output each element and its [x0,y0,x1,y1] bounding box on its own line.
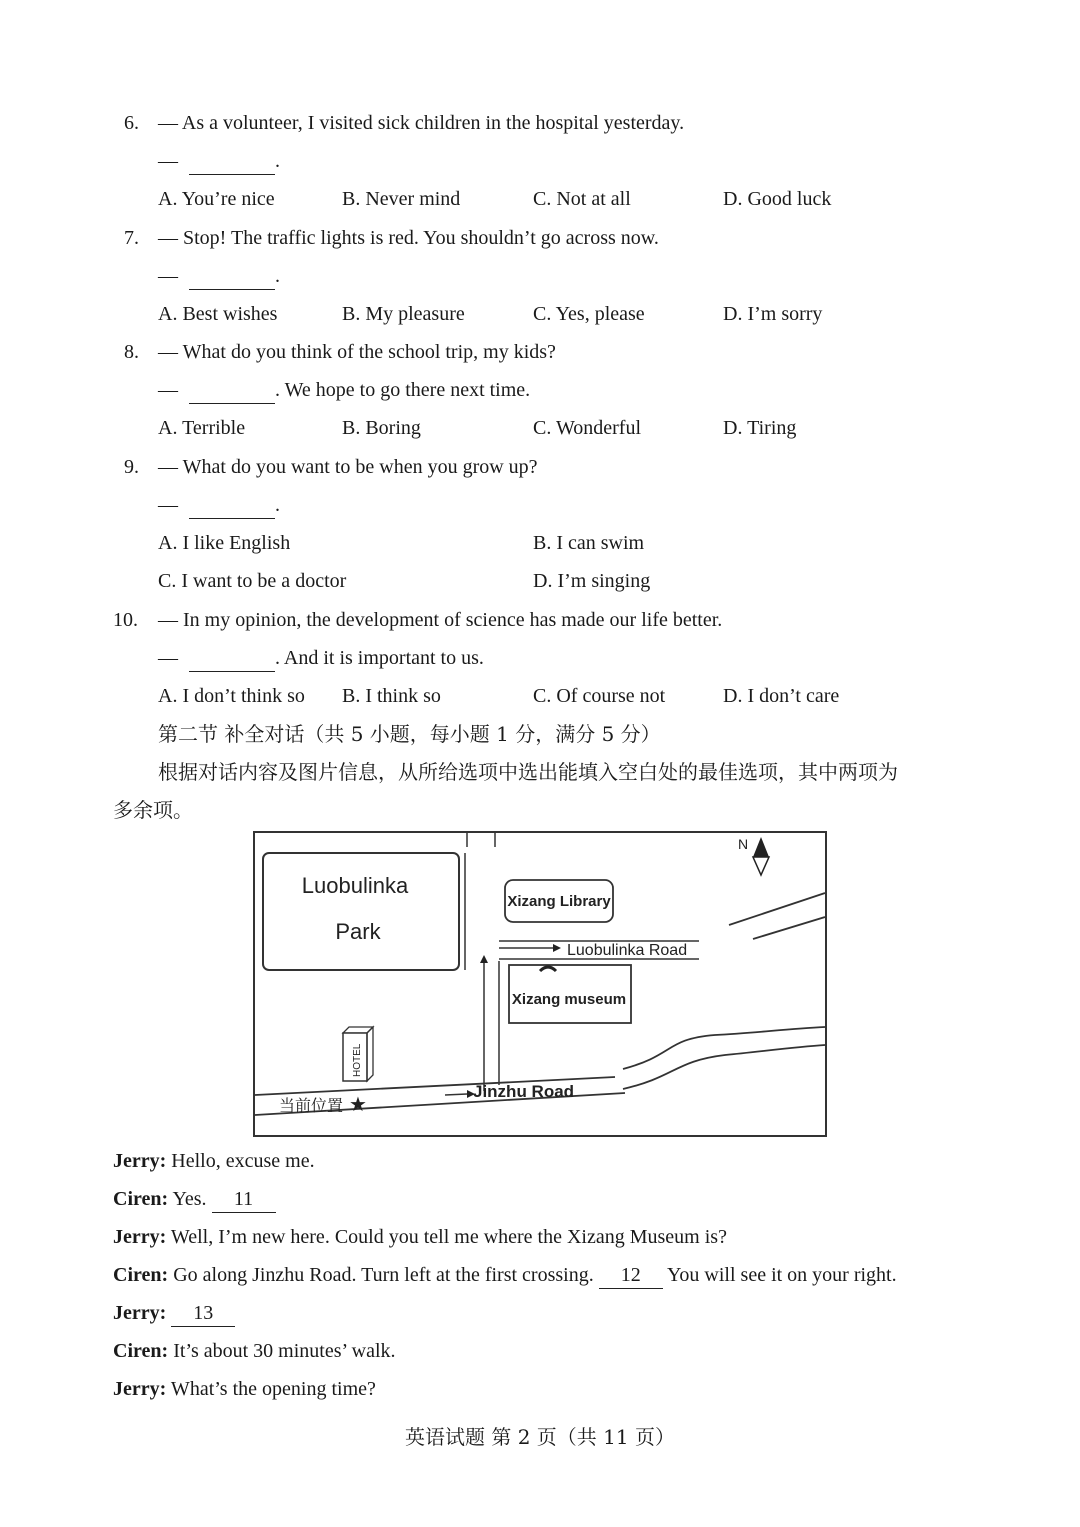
option-c: C. I want to be a doctor [158,570,347,592]
question-prompt: — Stop! The traffic lights is red. You shouldn’t go across now. [158,227,659,249]
option-a: A. I like English [158,532,291,554]
question-number: 10. [113,609,138,631]
option-c: C. Of course not [533,685,666,707]
utterance: Hello, excuse me. [166,1150,315,1172]
dialogue-line [113,1376,376,1402]
park-label: Luobulinka [301,873,409,898]
option-c: C. Wonderful [533,417,642,439]
north-label: N [738,836,749,852]
speaker: Jerry: [113,1226,167,1248]
reply-dash: — [158,265,178,287]
question-prompt: — What do you want to be when you grow up? [158,456,538,478]
reply-dash: — [158,379,178,401]
question-number: 8. [124,341,139,363]
option-a: A. Terrible [158,417,246,439]
answer-blank [189,263,275,290]
hotel-building [367,1027,373,1081]
reply-suffix: . We hope to go there next time. [275,379,531,401]
answer-blank [189,148,275,175]
dialogue-line [113,1148,315,1174]
answer-blank [189,492,275,519]
option-d: D. I don’t care [723,685,840,707]
road-edge [753,917,825,939]
answer-blank [189,377,275,404]
question-number: 7. [124,227,139,249]
option-d: D. Good luck [723,188,832,210]
dialogue-line [113,1338,396,1364]
map-drawing [255,833,825,1135]
hotel-label: HOTEL [352,1043,363,1077]
arrow-head [553,944,561,952]
utterance: It’s about 30 minutes’ walk. [168,1340,396,1362]
section-instruction: 根据对话内容及图片信息，从所给选项中选出能填入空白处的最佳选项，其中两项为 [158,760,898,784]
option-b: B. I can swim [533,532,645,554]
option-d: D. Tiring [723,417,797,439]
utterance: Go along Jinzhu Road. Turn left at the first crossing. [168,1264,599,1286]
option-a: A. Best wishes [158,303,278,325]
option-a: A. You’re nice [158,188,275,210]
reply-line [158,492,280,519]
speaker: Jerry: [113,1150,167,1172]
reply-suffix: . [275,150,280,172]
speaker: Ciren: [113,1188,169,1210]
reply-dash: — [158,150,178,172]
dialogue-line [113,1186,276,1213]
road-label: Luobulinka Road [567,942,688,959]
option-d: D. I’m sorry [723,303,823,325]
answer-blank [189,645,275,672]
arrow-head [480,955,488,963]
dialogue-line [113,1224,727,1250]
page-footer: 英语试题 第 2 页（共 11 页） [405,1425,675,1449]
option-b: B. My pleasure [342,303,465,325]
reply-line [158,377,530,404]
museum-label: Xizang museum [511,991,627,1008]
dialogue-line [113,1262,897,1289]
utterance: Yes. [168,1188,212,1210]
reply-suffix: . [275,265,280,287]
section-heading: 第二节 补全对话（共 5 小题，每小题 1 分，满分 5 分） [158,722,661,746]
library-label: Xizang Library [507,893,611,910]
question-prompt: — What do you think of the school trip, my kids? [158,341,556,363]
question-prompt: — As a volunteer, I visited sick children in the hospital yesterday. [158,112,685,134]
option-b: B. Never mind [342,188,461,210]
utterance: Well, I’m new here. Could you tell me where the Xizang Museum is? [166,1226,727,1248]
museum-entrance [540,967,556,971]
option-c: C. Not at all [533,188,631,210]
blank-number: 13 [171,1300,235,1327]
question-prompt: — In my opinion, the development of science has made our life better. [158,609,723,631]
reply-line [158,263,280,290]
speaker: Jerry: [113,1378,167,1400]
option-b: B. Boring [342,417,421,439]
star-icon: ★ [349,1094,367,1116]
reply-dash: — [158,494,178,516]
speaker: Ciren: [113,1340,169,1362]
question-number: 9. [124,456,139,478]
road-arrow [445,1094,467,1095]
section-instruction-cont: 多余项。 [113,798,193,822]
utterance: What’s the opening time? [166,1378,376,1400]
reply-suffix: . [275,494,280,516]
reply-line [158,645,484,672]
compass-icon [753,837,769,857]
option-d: D. I’m singing [533,570,651,592]
current-position-label: 当前位置 [279,1098,344,1115]
road-edge [623,1045,825,1089]
park-label: Park [335,919,381,944]
option-b: B. I think so [342,685,441,707]
blank-number: 12 [599,1262,663,1289]
question-number: 6. [124,112,139,134]
road-edge [729,893,825,925]
option-a: A. I don’t think so [158,685,305,707]
utterance-cont: You will see it on your right. [662,1264,897,1286]
reply-line [158,148,280,175]
map-figure [253,831,827,1137]
reply-suffix: . And it is important to us. [275,647,484,669]
blank-number: 11 [212,1186,276,1213]
speaker: Ciren: [113,1264,169,1286]
speaker: Jerry: [113,1302,167,1324]
road-label: Jinzhu Road [473,1082,575,1101]
compass-icon [753,857,769,875]
reply-dash: — [158,647,178,669]
option-c: C. Yes, please [533,303,645,325]
dialogue-line [113,1300,235,1327]
park-block [263,853,459,970]
